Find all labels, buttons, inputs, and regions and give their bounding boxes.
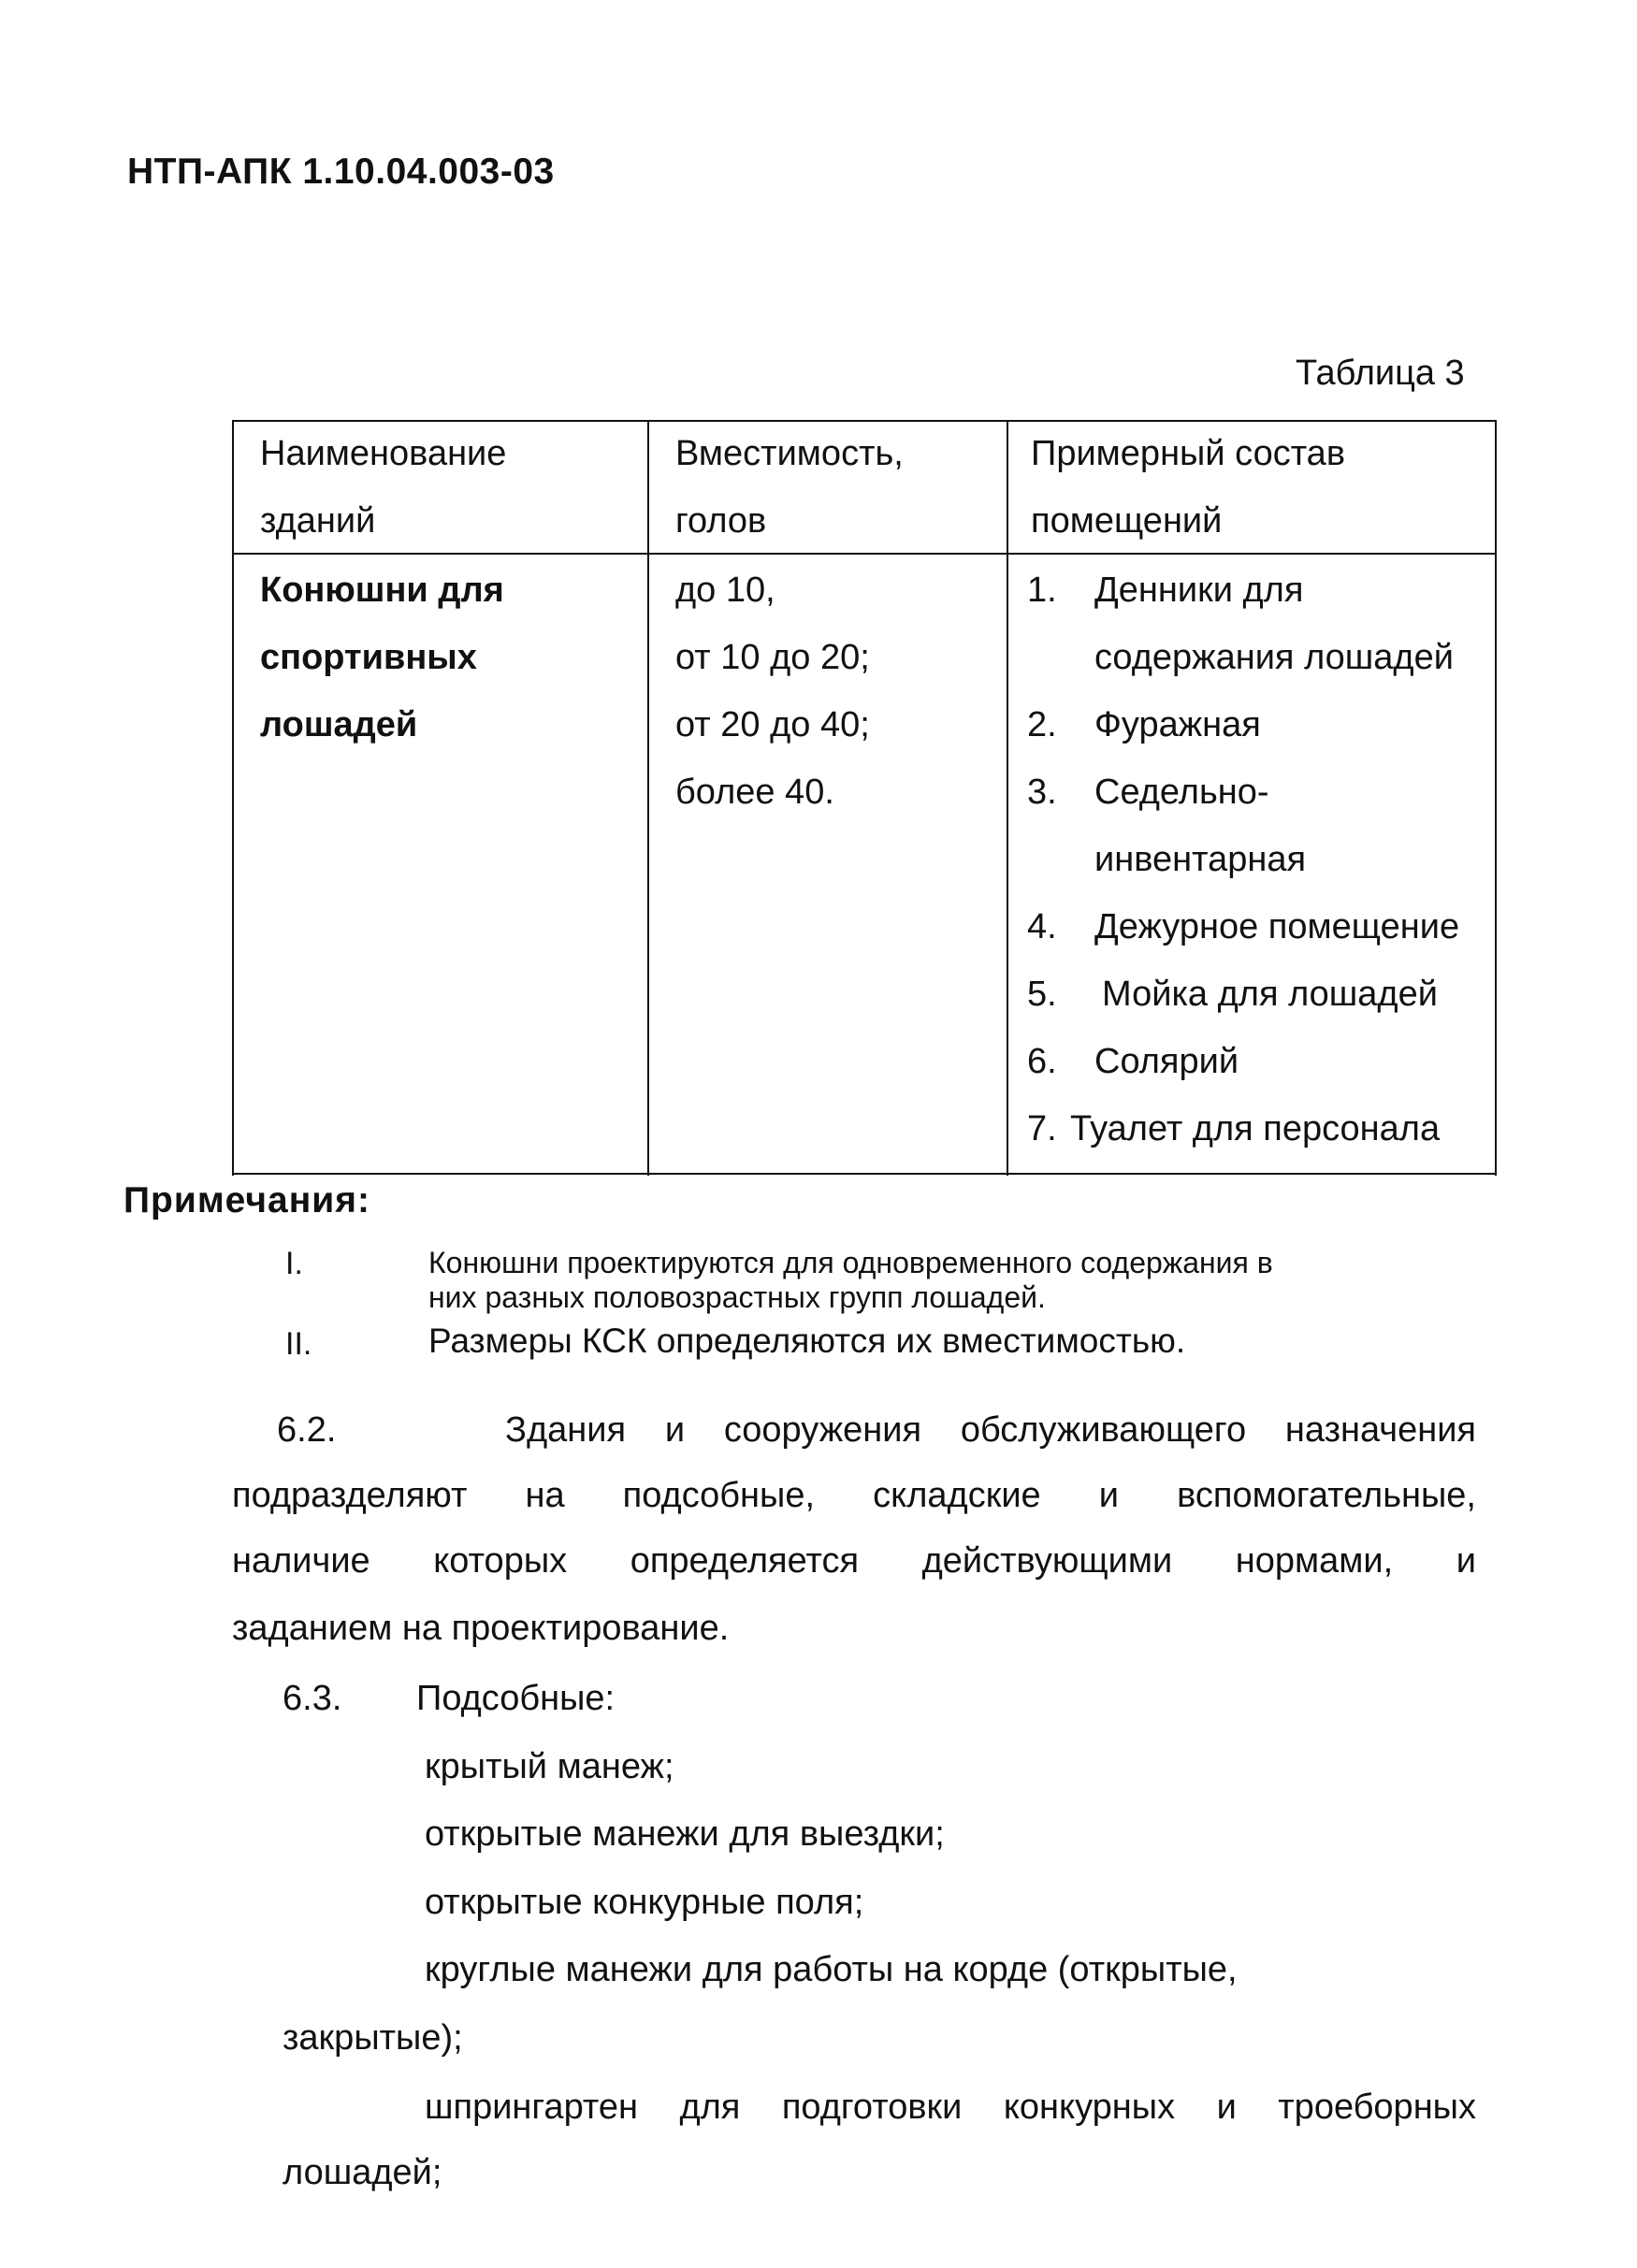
room-1-num: 1. xyxy=(1027,571,1057,610)
list-item-1: крытый манеж; xyxy=(425,1747,674,1786)
paragraph-6-3-number: 6.3. xyxy=(282,1679,342,1718)
list-item-3: открытые конкурные поля; xyxy=(425,1883,864,1922)
list-item-5-line-2: лошадей; xyxy=(282,2153,442,2192)
table-caption: Таблица 3 xyxy=(1296,354,1465,393)
list-item-4-line-2: закрытые); xyxy=(282,2018,463,2058)
room-5-num: 5. xyxy=(1027,975,1057,1014)
room-2-num: 2. xyxy=(1027,705,1057,744)
paragraph-6-2-line-3: наличие которых определяется действующими нормами, и xyxy=(232,1541,1476,1581)
note-1-num: I. xyxy=(285,1246,303,1281)
document-code: НТП-АПК 1.10.04.003-03 xyxy=(127,152,555,192)
table-border-bottom xyxy=(232,1173,1497,1175)
room-4-num: 4. xyxy=(1027,907,1057,946)
paragraph-6-2-line-4: заданием на проектирование. xyxy=(232,1609,730,1648)
capacity-line-1: до 10, xyxy=(675,571,775,610)
list-item-4-line-1: круглые манежи для работы на корде (открытые, xyxy=(425,1950,1238,1989)
room-6-line-1: Солярий xyxy=(1094,1042,1239,1081)
building-name-line-2: спортивных xyxy=(260,638,477,677)
header-capacity-line-2: голов xyxy=(675,501,767,541)
table-border-left xyxy=(232,420,234,1176)
table-border-col1 xyxy=(647,420,649,1176)
rooms-table xyxy=(232,420,1497,1176)
room-7-line-1: Туалет для персонала xyxy=(1070,1109,1441,1148)
header-rooms-line-2: помещений xyxy=(1031,501,1223,541)
room-1-line-2: содержания лошадей xyxy=(1094,638,1454,677)
header-rooms-line-1: Примерный состав xyxy=(1031,434,1346,473)
room-5-line-1: Мойка для лошадей xyxy=(1102,975,1438,1014)
table-border-right xyxy=(1495,420,1497,1176)
note-2-num: II. xyxy=(285,1326,312,1362)
room-6-num: 6. xyxy=(1027,1042,1057,1081)
paragraph-6-2-line-1: Здания и сооружения обслуживающего назначения xyxy=(505,1410,1476,1450)
room-4-line-1: Дежурное помещение xyxy=(1094,907,1460,946)
capacity-line-3: от 20 до 40; xyxy=(675,705,870,744)
capacity-line-4: более 40. xyxy=(675,773,834,812)
paragraph-6-3-title: Подсобные: xyxy=(416,1679,616,1718)
header-building-line-2: зданий xyxy=(260,501,376,541)
room-3-line-2: инвентарная xyxy=(1094,840,1307,879)
room-7-num: 7. xyxy=(1027,1109,1057,1148)
list-item-2: открытые манежи для выездки; xyxy=(425,1814,945,1854)
table-border-col2 xyxy=(1007,420,1008,1176)
table-border-header-bottom xyxy=(232,553,1497,555)
paragraph-6-2-line-2: подразделяют на подсобные, складские и вспомогательные, xyxy=(232,1476,1476,1515)
header-capacity-line-1: Вместимость, xyxy=(675,434,904,473)
building-name-line-1: Конюшни для xyxy=(260,571,504,610)
room-3-line-1: Седельно- xyxy=(1094,773,1269,812)
note-2-line-1: Размеры КСК определяются их вместимостью. xyxy=(428,1322,1186,1360)
notes-title: Примечания: xyxy=(123,1180,371,1221)
building-name-line-3: лошадей xyxy=(260,705,418,744)
capacity-line-2: от 10 до 20; xyxy=(675,638,870,677)
list-item-5-line-1: шпрингартен для подготовки конкурных и троеборных xyxy=(425,2087,1476,2127)
note-1-line-2: них разных половозрастных групп лошадей. xyxy=(428,1280,1046,1314)
header-building-line-1: Наименование xyxy=(260,434,507,473)
room-1-line-1: Денники для xyxy=(1094,571,1304,610)
room-3-num: 3. xyxy=(1027,773,1057,812)
paragraph-6-2-number: 6.2. xyxy=(277,1410,337,1450)
note-1-line-1: Конюшни проектируются для одновременного содержания в xyxy=(428,1246,1273,1279)
room-2-line-1: Фуражная xyxy=(1094,705,1261,744)
